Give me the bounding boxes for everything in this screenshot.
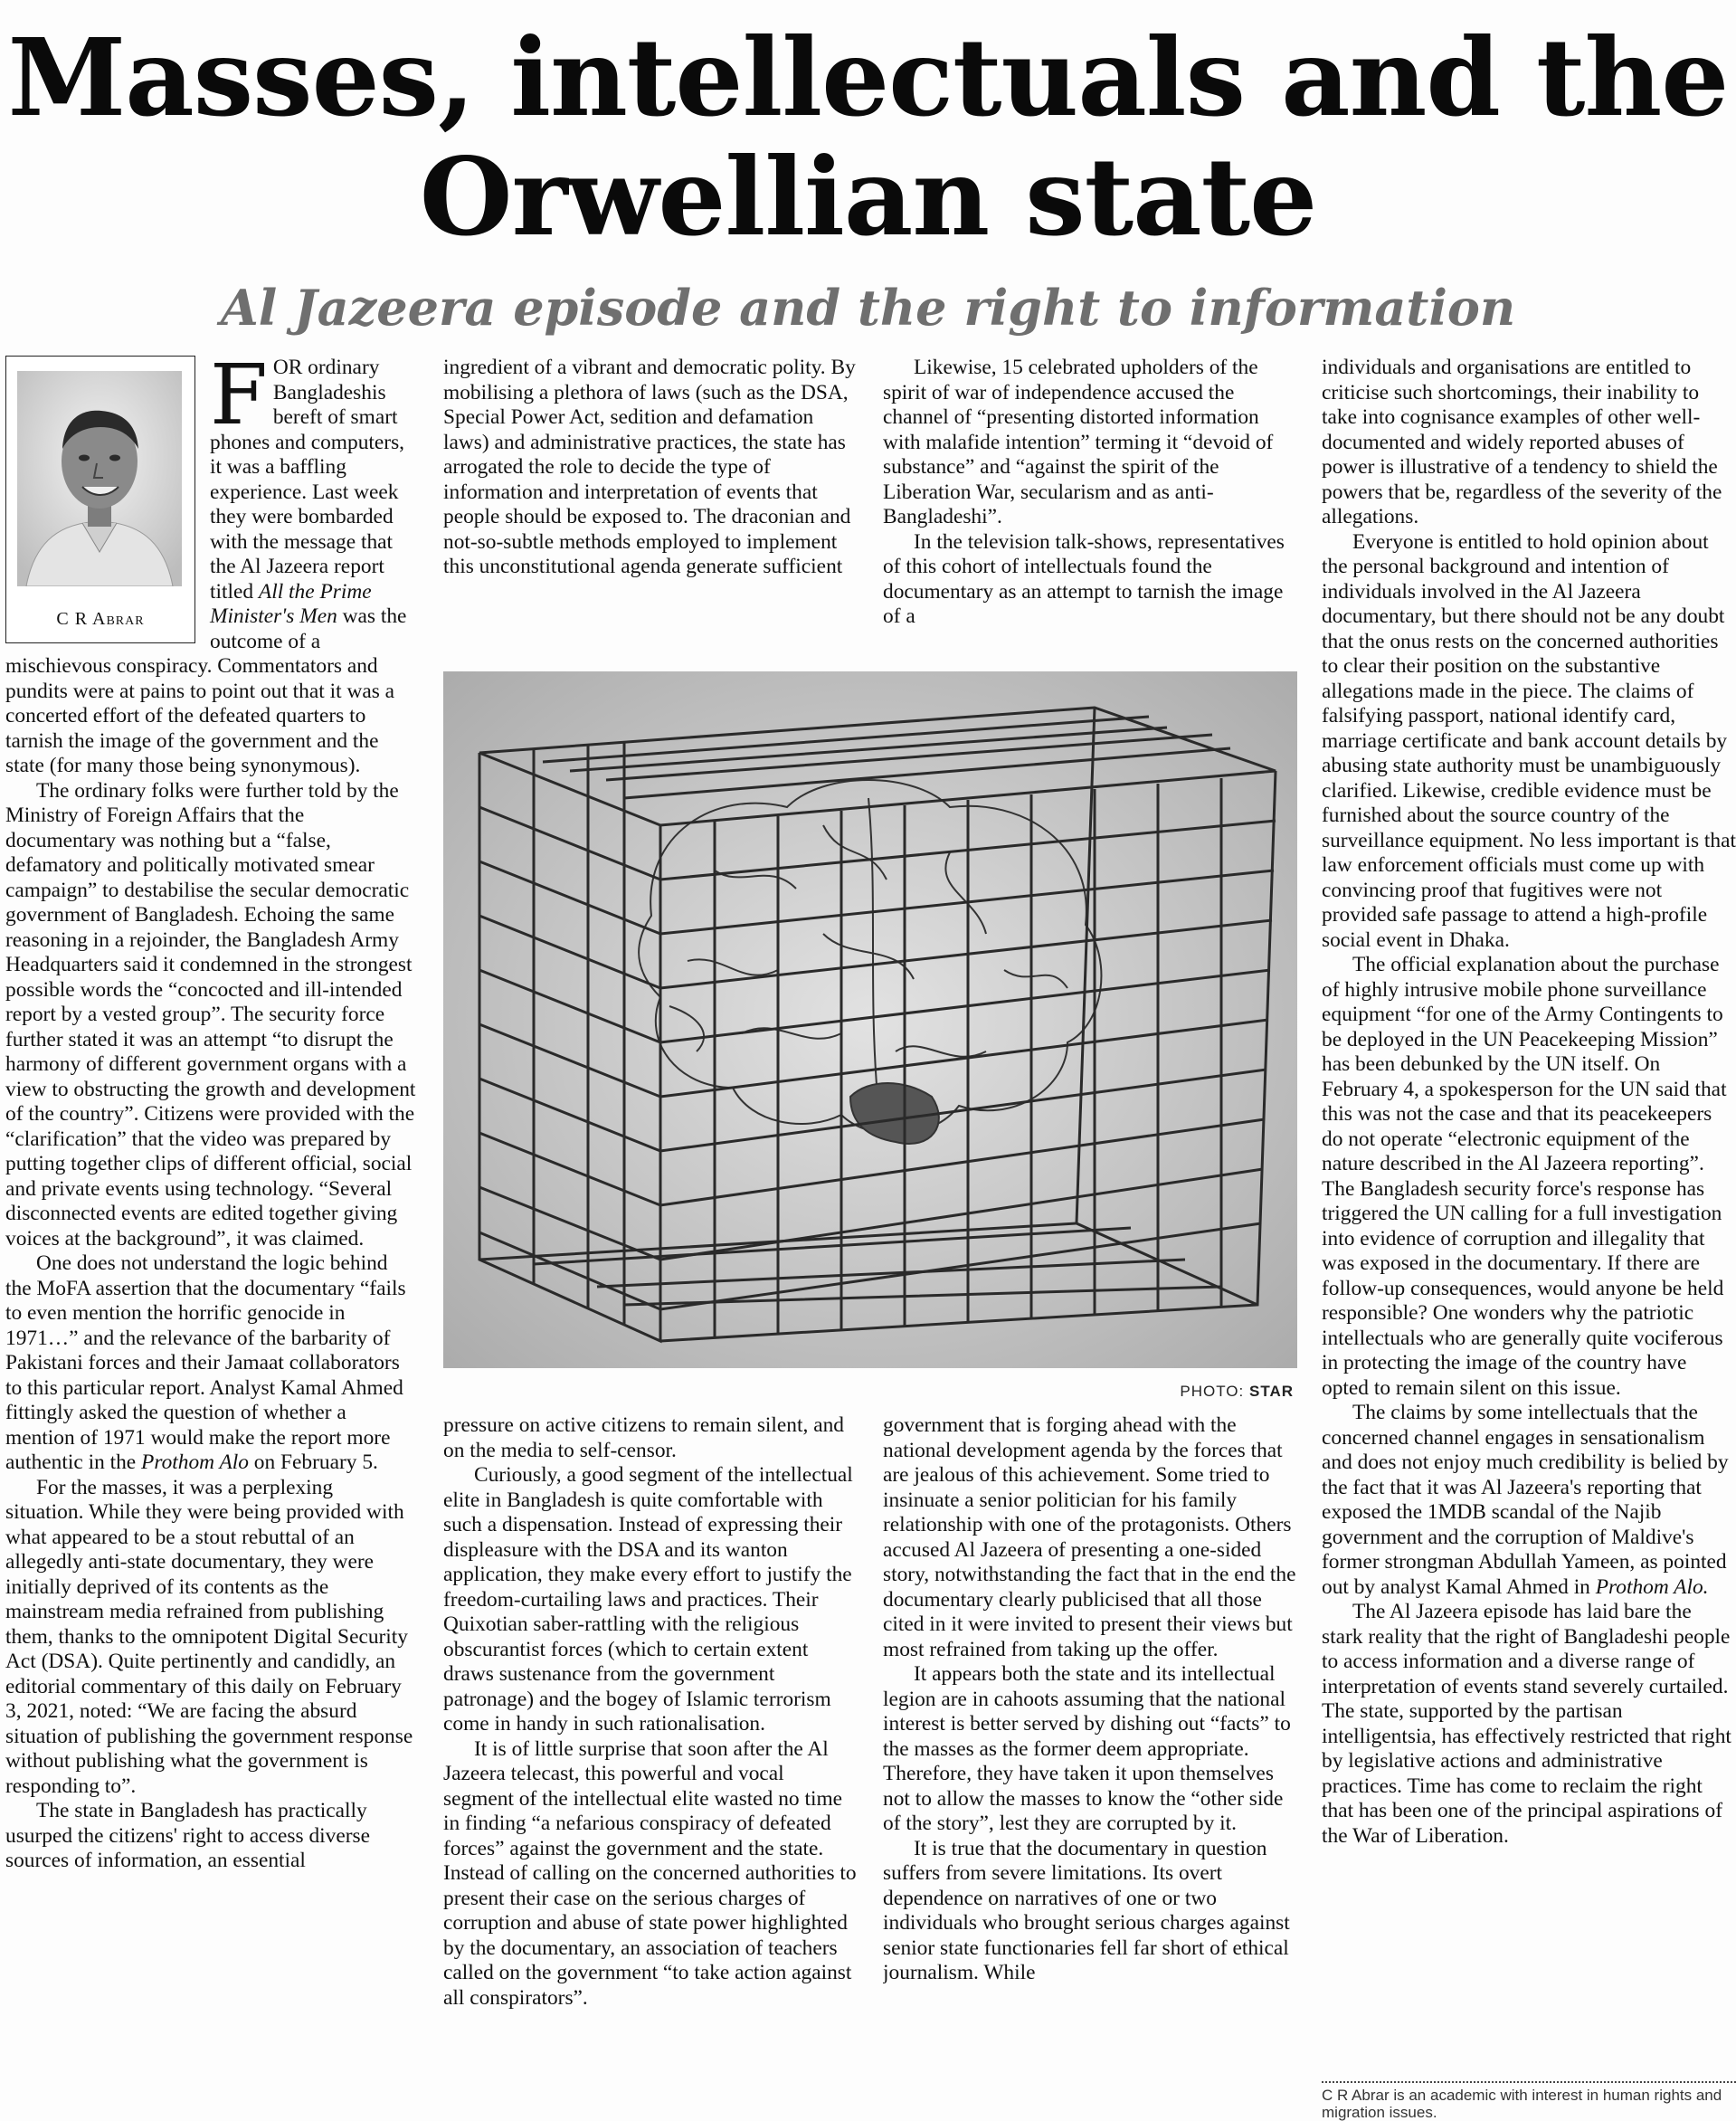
column-3-bottom — [883, 1413, 1297, 2108]
paragraph: ingredient of a vibrant and democratic polity. By mobilising a plethora of laws (such as the DSA, Special Power Act, sedition and defamation laws) and administrative practices, the state has arrogated the role to decide the type of information and interpretation of events that people should be exposed to. The draconian and not-so-subtle methods employed to implement this unconstitutional agenda generate sufficient — [443, 356, 856, 578]
paragraph: Everyone is entitled to hold opinion about the personal background and intention of individuals involved in the Al Jazeera documentary, but there should not be any doubt that the onus rests on the concerned authorities to clear their position on the substantive allegations made in the piece. The claims of falsifying passport, national identify card, marriage certificate and bank account details by abusing state authority must be unambiguously clarified. Likewise, credible evidence must be furnished about the source country of the surveillance equipment. No less important is that law enforcement officials must come up with convincing proof that fugitives were not provided safe passage to attend a high-profile social event in Dhaka. — [1322, 529, 1736, 952]
author-box — [5, 356, 195, 643]
paragraph: It is of little surprise that soon after the Al Jazeera telecast, this powerful and vocal segment of the intellectual elite wasted no time in finding “a nefarious conspiracy of defeated forces” against the government and the state. Instead of calling on the concerned authorities to present their case on the serious charges of corruption and abuse of state power highlighted by the documentary, an association of teachers called on the government “to take action against all conspirators”. — [443, 1736, 857, 2010]
photo-credit: PHOTO: STAR — [1180, 1383, 1294, 1400]
paragraph: Curiously, a good segment of the intellectual elite in Bangladesh is quite comfortable with such a dispensation. Instead of expressing their displeasure with the DSA and its wanton application, they make every effort to justify the freedom-curtailing laws and practices. Their Quixotian saber-rattling with the religious obscurantist forces (which to certain extent draws sustenance from the government patronage) and the bogey of Islamic terrorism come in handy in such rationalisation. — [443, 1463, 853, 1736]
paragraph: individuals and organisations are entitled to criticise such shortcomings, their inability to take into cognisance examples of other well-documented and widely reported abuses of power is illustrative of a tendency to shield the powers that be, regardless of the severity of the allegations. — [1322, 356, 1722, 528]
column-2-bottom — [443, 1413, 858, 2108]
paragraph: Likewise, 15 celebrated upholders of the spirit of war of independence accused the channel of “presenting distorted information with malafide intention” terming it “devoid of substance” and “against the spirit of the Liberation War, secularism and as anti-Bangladeshi”. — [883, 356, 1274, 528]
column-3-top — [883, 356, 1297, 636]
paragraph: The state in Bangladesh has practically usurped the citizens' right to access diverse sources of information, an essential — [5, 1799, 371, 1872]
author-photo — [17, 371, 182, 586]
paragraph: It is true that the documentary in question suffers from severe limitations. Its overt dependence on narratives of one or two individuals who brought serious charges against senior state functionaries fell far short of ethical journalism. While — [883, 1836, 1290, 1984]
headline-line-2: Orwellian state — [419, 134, 1317, 260]
paragraph: One does not understand the logic behind the MoFA assertion that the documentary “fails to even mention the horrific genocide in 1971…” and the relevance of the barbarity of Pakistani forces and their Jamaat collaborators to this particular report. Analyst Kamal Ahmed fittingly asked the question of whether a mention of 1971 would make the report more authentic in the Prothom Alo on February 5. — [5, 1251, 406, 1474]
caged-brain-illustration — [443, 671, 1297, 1368]
paragraph: It appears both the state and its intellectual legion are in cahoots assuming that the national interest is better served by dishing out “facts” to the masses as the former deem appropriate. Therefore, they have taken it upon themselves not to allow the masses to know the “other side of the story”, lest they are corrupted by it. — [883, 1662, 1291, 1835]
paragraph: In the television talk-shows, representatives of this cohort of intellectuals found the documentary as an attempt to tarnish the image of a — [883, 529, 1285, 628]
paragraph: government that is forging ahead with the national development agenda by the forces that are jealous of this achievement. Some tried to insinuate a senior politician for his family relationship with one of the protagonists. Others accused Al Jazeera of presenting a one-sided story, notwithstanding the fact that in the end the documentary clearly publicised that all those cited in it were invited to present their views but most refrained from taking up the offer. — [883, 1413, 1296, 1661]
paragraph: The official explanation about the purchase of highly intrusive mobile phone surveillance equipment “for one of the Army Contingents to be deployed in the UN Peacekeeping Mission” has been debunked by the UN itself. On February 4, a spokesperson for the UN said that this was not the case and that its peacekeepers do not operate “electronic equipment of the nature described in the Al Jazeera reporting”. The Bangladesh security force's response has triggered the UN calling for a full investigation into evidence of corruption and illegality that was exposed in the documentary. If there are follow-up consequences, would anyone be held responsible? One wonders why the patriotic intellectuals who are generally quite vociferous in protecting the image of the country have opted to remain silent on this issue. — [1322, 953, 1727, 1400]
drop-cap: F — [210, 356, 268, 443]
column-2-top — [443, 356, 858, 636]
headline-line-1: Masses, intellectuals and the — [7, 14, 1729, 140]
column-1 — [5, 356, 416, 2108]
headline — [0, 14, 1736, 260]
paragraph: The claims by some intellectuals that the concerned channel engages in sensationalism and does not enjoy much credibility is belied by the fact that it was Al Jazeera's reporting that exposed the 1MDB scandal of the Najib government and the corruption of Maldive's former strongman Abdullah Yameen, as pointed out by analyst Kamal Ahmed in Prothom Alo. — [1322, 1401, 1729, 1599]
author-bio: C R Abrar is an academic with interest in human rights and migration issues. — [1322, 2081, 1736, 2121]
paragraph: The Al Jazeera episode has laid bare the stark reality that the right of Bangladeshi people to access information and a diverse range of interpretation of events stand severely curtailed. The state, supported by the partisan intelligentsia, has effectively restricted that right by legislative actions and administrative practices. Time has come to reclaim the right that has been one of the principal aspirations of the War of Liberation. — [1322, 1600, 1731, 1848]
paragraph: FOR ordinary Bangladeshis bereft of smart phones and computers, it was a baffling experience. Last week they were bombarded with the message that the Al Jazeera report titled All the Prime Minister's Men was the outcome of a mischievous conspiracy. Commentators and pundits were at pains to point out that it was a concerted effort of the defeated quarters to tarnish the image of the government and the state (for many those being synonymous). — [5, 356, 407, 777]
subheadline: Al Jazeera episode and the right to information — [220, 279, 1516, 337]
column-4 — [1322, 356, 1736, 2076]
paragraph: pressure on active citizens to remain silent, and on the media to self-censor. — [443, 1413, 844, 1462]
paragraph: For the masses, it was a perplexing situation. While they were being provided with what appeared to be a stout rebuttal of an allegedly anti-state documentary, they were initially deprived of its contents as the mainstream media refrained from publishing them, thanks to the omnipotent Digital Security Act (DSA). Quite pertinently and candidly, an editorial commentary of this daily on February 3, 2021, noted: “We are facing the absurd situation of publishing the government response without publishing what the government is responding to”. — [5, 1475, 413, 1798]
paragraph: The ordinary folks were further told by the Ministry of Foreign Affairs that the documentary was nothing but a “false, defamatory and politically motivated smear campaign” to destabilise the secular democratic government of Bangladesh. Echoing the same reasoning in a rejoinder, the Bangladesh Army Headquarters said it condemned in the strongest possible words the “concocted and ill-intended report by a vested group”. The security force further stated it was an attempt “to disrupt the harmony of different government organs with a view to obstructing the growth and development of the country”. Citizens were provided with the “clarification” that the video was prepared by putting together clips of different official, social and private events using technology. “Several disconnected events are edited together giving voices at the background”, it was claimed. — [5, 778, 416, 1251]
author-name: C R Abrar — [56, 608, 145, 629]
